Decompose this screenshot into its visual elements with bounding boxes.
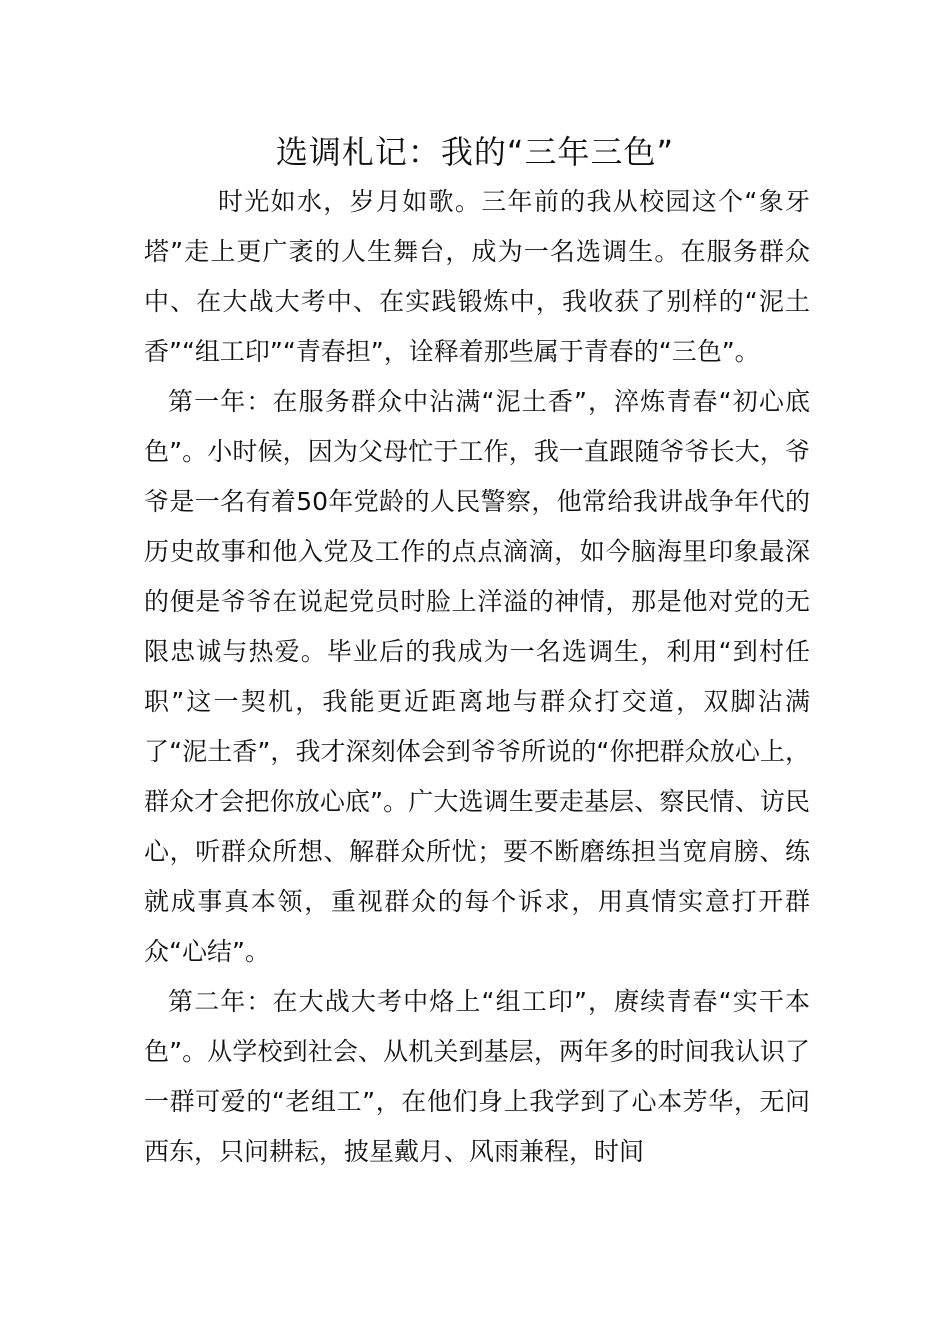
document-title: 选调札记：我的“三年三色” (275, 133, 675, 171)
paragraph-second-year: 第二年：在大战大考中烙上“组工印”，赓续青春“实干本色”。从学校到社会、从机关到基层，两年多的时间我认识了一群可爱的“老组工”，在他们身上我学到了心本芳华，无问西东，只问耕耘，披星戴月、风雨兼程，时间 (144, 987, 810, 1166)
document-body (144, 177, 810, 1177)
paragraph-first-year: 第一年：在服务群众中沾满“泥土香”，淬炼青春“初心底色”。小时候，因为父母忙于工作，我一直跟随爷爷长大，爷爷是一名有着50年党龄的人民警察，他常给我讲战争年代的历史故事和他入党及工作的点点滴滴，如今脑海里印象最深的便是爷爷在说起党员时脸上洋溢的神情，那是他对党的无限忠诚与热爱。毕业后的我成为一名选调生，利用“到村任职”这一契机，我能更近距离地与群众打交道，双脚沾满了“泥土香”，我才深刻体会到爷爷所说的“你把群众放心上，群众才会把你放心底”。广大选调生要走基层、察民情、访民心，听群众所想、解群众所忧；要不断磨练担当宽肩膀、练就成事真本领，重视群众的每个诉求，用真情实意打开群众“心结”。 (144, 387, 810, 966)
paragraph-intro: 时光如水，岁月如歌。三年前的我从校园这个“象牙塔”走上更广袤的人生舞台，成为一名选调生。在服务群众中、在大战大考中、在实践锻炼中，我收获了别样的“泥土香”“组工印”“青春担”，诠释着那些属于青春的“三色”。 (144, 187, 810, 366)
